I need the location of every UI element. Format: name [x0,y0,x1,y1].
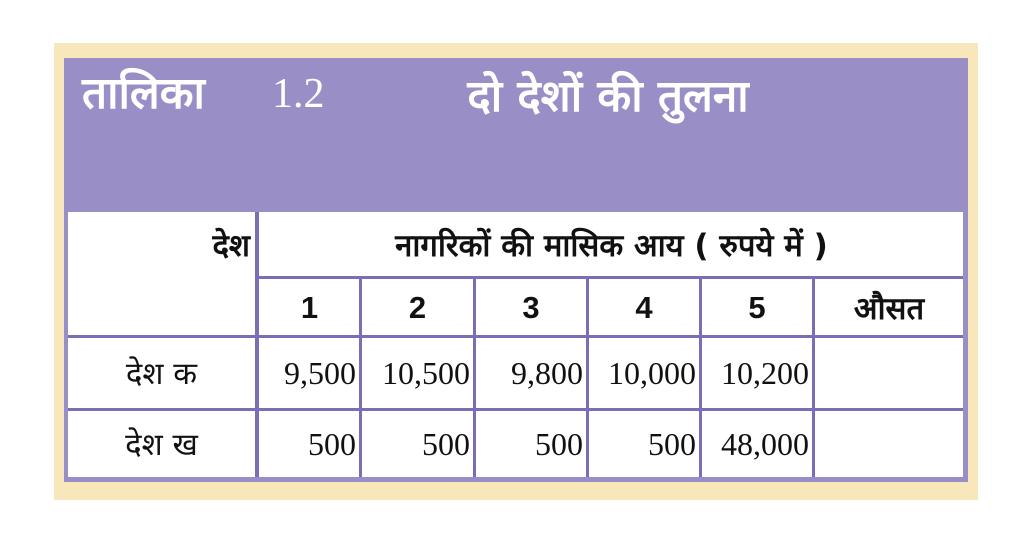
row-country: देश ख [125,427,198,463]
column-header: 1 [300,289,319,325]
average-cell [815,411,959,477]
table-cell: 10,500 [382,354,470,391]
average-cell [815,338,959,408]
column-header: 2 [408,289,427,325]
income-header: नागरिकों की मासिक आय ( रुपये में ) [395,228,828,264]
country-header: देश [212,228,250,264]
table-cell: 48,000 [721,425,809,462]
table-cell: 500 [535,425,583,462]
column-header: 5 [748,289,766,325]
table-cell: 500 [422,425,470,462]
grid-line [259,276,963,279]
column-header: 3 [522,289,540,325]
grid-line [255,212,259,477]
column-header-average: औसत [853,290,925,327]
table-cell: 9,800 [511,354,583,391]
column-header: 4 [635,289,653,325]
table-label: तालिका [82,68,205,119]
table-cell: 500 [648,425,696,462]
table-cell: 10,200 [721,354,809,391]
table-cell: 9,500 [284,354,356,391]
table-title: दो देशों की तुलना [467,71,749,122]
row-country: देश क [125,356,198,392]
table-cell: 500 [308,425,356,462]
table-cell: 10,000 [608,354,696,391]
table-number: 1.2 [272,71,325,117]
